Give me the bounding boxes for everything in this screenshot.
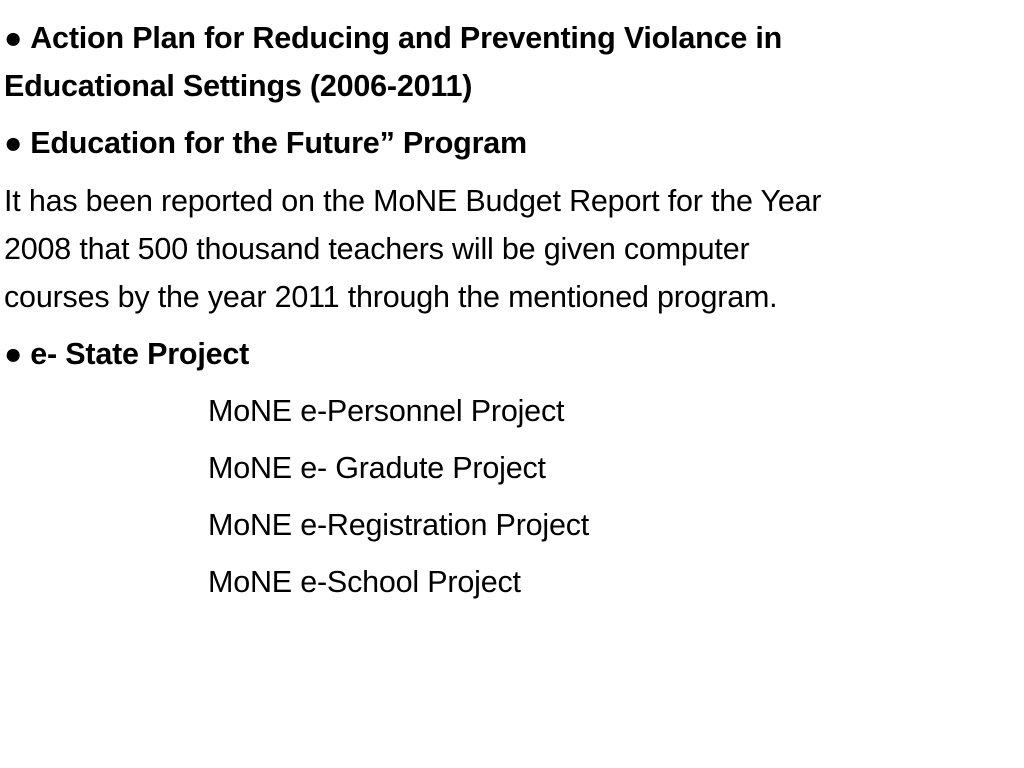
sub-item-e-personnel: MoNE e-Personnel Project	[208, 394, 565, 428]
bullet-item-action-plan	[4, 14, 782, 62]
paragraph-line2: 2008 that 500 thousand teachers will be given computer	[4, 232, 750, 266]
sub-item-e-registration: MoNE e-Registration Project	[208, 508, 590, 542]
paragraph-line1: It has been reported on the MoNE Budget Report for the Year	[4, 184, 822, 218]
sub-item-e-gradute: MoNE e- Gradute Project	[208, 451, 546, 485]
paragraph-line3: courses by the year 2011 through the mentioned program.	[4, 280, 778, 314]
bullet-item-e-state-text: e- State Project	[30, 337, 250, 371]
bullet-item-education-future	[4, 119, 527, 167]
bullet-icon: ●	[4, 126, 23, 160]
sub-item-e-school: MoNE e-School Project	[208, 565, 521, 599]
bullet-icon: ●	[4, 21, 23, 55]
bullet-item-e-state	[4, 330, 249, 378]
bullet-item-education-future-text: Education for the Future” Program	[30, 126, 527, 160]
bullet-item-action-plan-line1: Action Plan for Reducing and Preventing Violance in	[30, 21, 783, 55]
bullet-item-action-plan-line2: Educational Settings (2006-2011)	[4, 69, 473, 103]
bullet-icon: ●	[4, 337, 23, 371]
